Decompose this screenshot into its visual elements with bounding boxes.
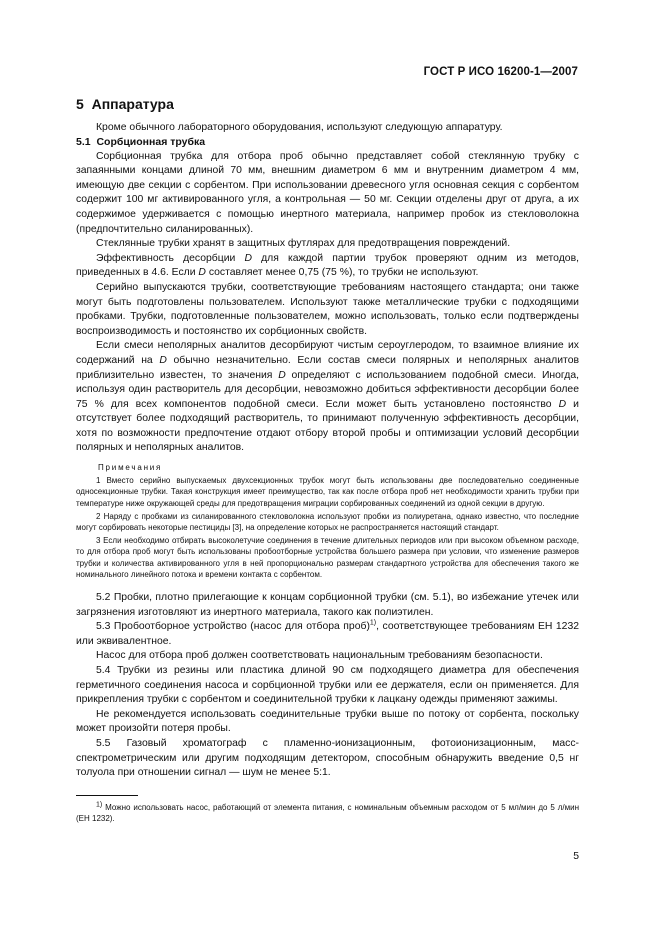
footnote-mark: 1)	[96, 801, 103, 809]
subsection-title: Сорбционная трубка	[96, 135, 206, 148]
item-5-3: 5.3 Пробоотборное устройство (насос для отбора проб)$^{1)}$, соответствующее требованиям ЕН 1232 или эквивалентное.	[76, 619, 580, 647]
item-5-2: 5.2 Пробки, плотно прилегающие к концам сорбционной трубки (см. 5.1), во избежание утечек или загрязнения изготовляют из инертного материала, такого как полиэтилен.	[76, 592, 579, 618]
item-5-4: 5.4 Трубки из резины или пластика длиной 90 см подходящего диаметра для обеспечения герметичного соединения насоса и сорбционной трубки или ее держателя, если он применяется. Для прикрепления трубки с сорбентом и соединительной трубки к лацкану одежды применяют зажимы.	[76, 665, 579, 706]
notes-heading: Примечания	[98, 463, 163, 473]
page-number: 5	[573, 851, 579, 862]
paragraph-tube-storage: Стеклянные трубки хранят в защитных футлярах для предотвращения повреждений.	[96, 238, 511, 250]
subsection-number: 5.1	[76, 135, 91, 148]
note-item: 2 Наряду с пробками из силанированного стекловолокна используют пробки из полиуретана, однако известно, что последние могут сорбировать некоторые пестициды [3], на определение которых не распространяется настоящий стандарт.	[76, 511, 579, 533]
item-5-5: 5.5 Газовый хроматограф с пламенно-ионизационным, фотоионизационным, масс-спектрометрическим или другим подходящим детектором, способным обнаружить введение 0,5 нг толуола при отношении сигнал — шум не менее 5:1.	[76, 738, 579, 779]
footnote-ref: 1)	[369, 619, 377, 627]
paragraph-commercial-tubes: Серийно выпускаются трубки, соответствующие требованиям настоящего стандарта; они также могут быть подготовлены пользователем. Используют также металлические трубки с подходящими пробками. Трубки, подготовленные пользователем, можно использовать, только если подтверждены воспроизводимость и постоянство их сорбционных свойств.	[76, 281, 579, 337]
page-content	[76, 96, 579, 824]
note-item: 1 Вместо серийно выпускаемых двухсекционных трубок могут быть использованы две последовательно соединенные односекционные трубки. Такая конструкция имеет преимущество, так как после отбора проб нет необходимости хранить трубки при температуре ниже окружающей среды для предотвращения миграции сорбированных соединений из одной секции в другую.	[76, 476, 579, 508]
footnote-text: Можно использовать насос, работающий от элемента питания, с номинальным объемным расходом от 5 мл/мин до 5 л/мин (ЕН 1232).	[76, 802, 579, 824]
footnote	[76, 802, 579, 825]
section-number: 5	[76, 96, 84, 112]
paragraph-mixtures: Если смеси неполярных аналитов десорбируют чистым сероуглеродом, то взаимное влияние их содержаний на D обычно незначительно. Если состав смеси полярных и неполярных аналитов приблизительно известен, то значения D определяют с использованием подобной смеси. Иногда, используя один растворитель для десорбции, невозможно добиться эффективности десорбции более 75 % для всех компонентов подобной смеси. Если может быть установлено постоянство D и отсутствует более подходящий растворитель, то принимают полученную эффективность десорбции, хотя по возможности предпочтение отдают отбору второй пробы и оптимизации условий десорбции полярных и неполярных аналитов.	[76, 340, 579, 454]
intro-text: Кроме обычного лабораторного оборудования, используют следующую аппаратуру.	[96, 122, 503, 133]
footnote-divider	[76, 795, 138, 796]
item-5-4-note: Не рекомендуется использовать соединительные трубки выше по потоку от сорбента, поскольку может произойти потеря пробы.	[76, 708, 579, 735]
item-5-3-safety: Насос для отбора проб должен соответствовать национальным требованиям безопасности.	[96, 650, 543, 662]
paragraph-desorption-efficiency: Эффективность десорбции D для каждой партии трубок проверяют одним из методов, приведенных в 4.6. Если D составляет менее 0,75 (75 %), то трубки не используют.	[76, 252, 579, 279]
paragraph-tube-description: Сорбционная трубка для отбора проб обычно представляет собой стеклянную трубку с запаянными концами длиной 70 мм, внешним диаметром 6 мм и внутренним диаметром 4 мм, имеющую две секции с сорбентом. При использовании древесного угля основная секция с сорбентом содержит 100 мг активированного угля, а контрольная — 50 мг. Секции отделены друг от друга, а их содержимое удерживается с помощью инертного материала, например пробок из стекловолокна (предпочтительно силанированных).	[76, 150, 579, 235]
notes-block	[76, 462, 579, 580]
section-title: Аппаратура	[91, 96, 174, 112]
document-id-header: ГОСТ Р ИСО 16200-1—2007	[423, 66, 578, 78]
section-heading	[76, 96, 579, 112]
note-item: 3 Если необходимо отбирать высоколетучие соединения в течение длительных периодов или при высоком объемном расходе, то для отбора проб могут быть использованы пробоотборные устройства большего размера при условии, что изменение размеров трубки и количества активированного угля в ней пропорционально размерам стандартного устройства для обеспечения такого же номинального линейного потока и времени контакта с сорбентом.	[76, 536, 579, 579]
subsection-heading	[76, 136, 579, 148]
